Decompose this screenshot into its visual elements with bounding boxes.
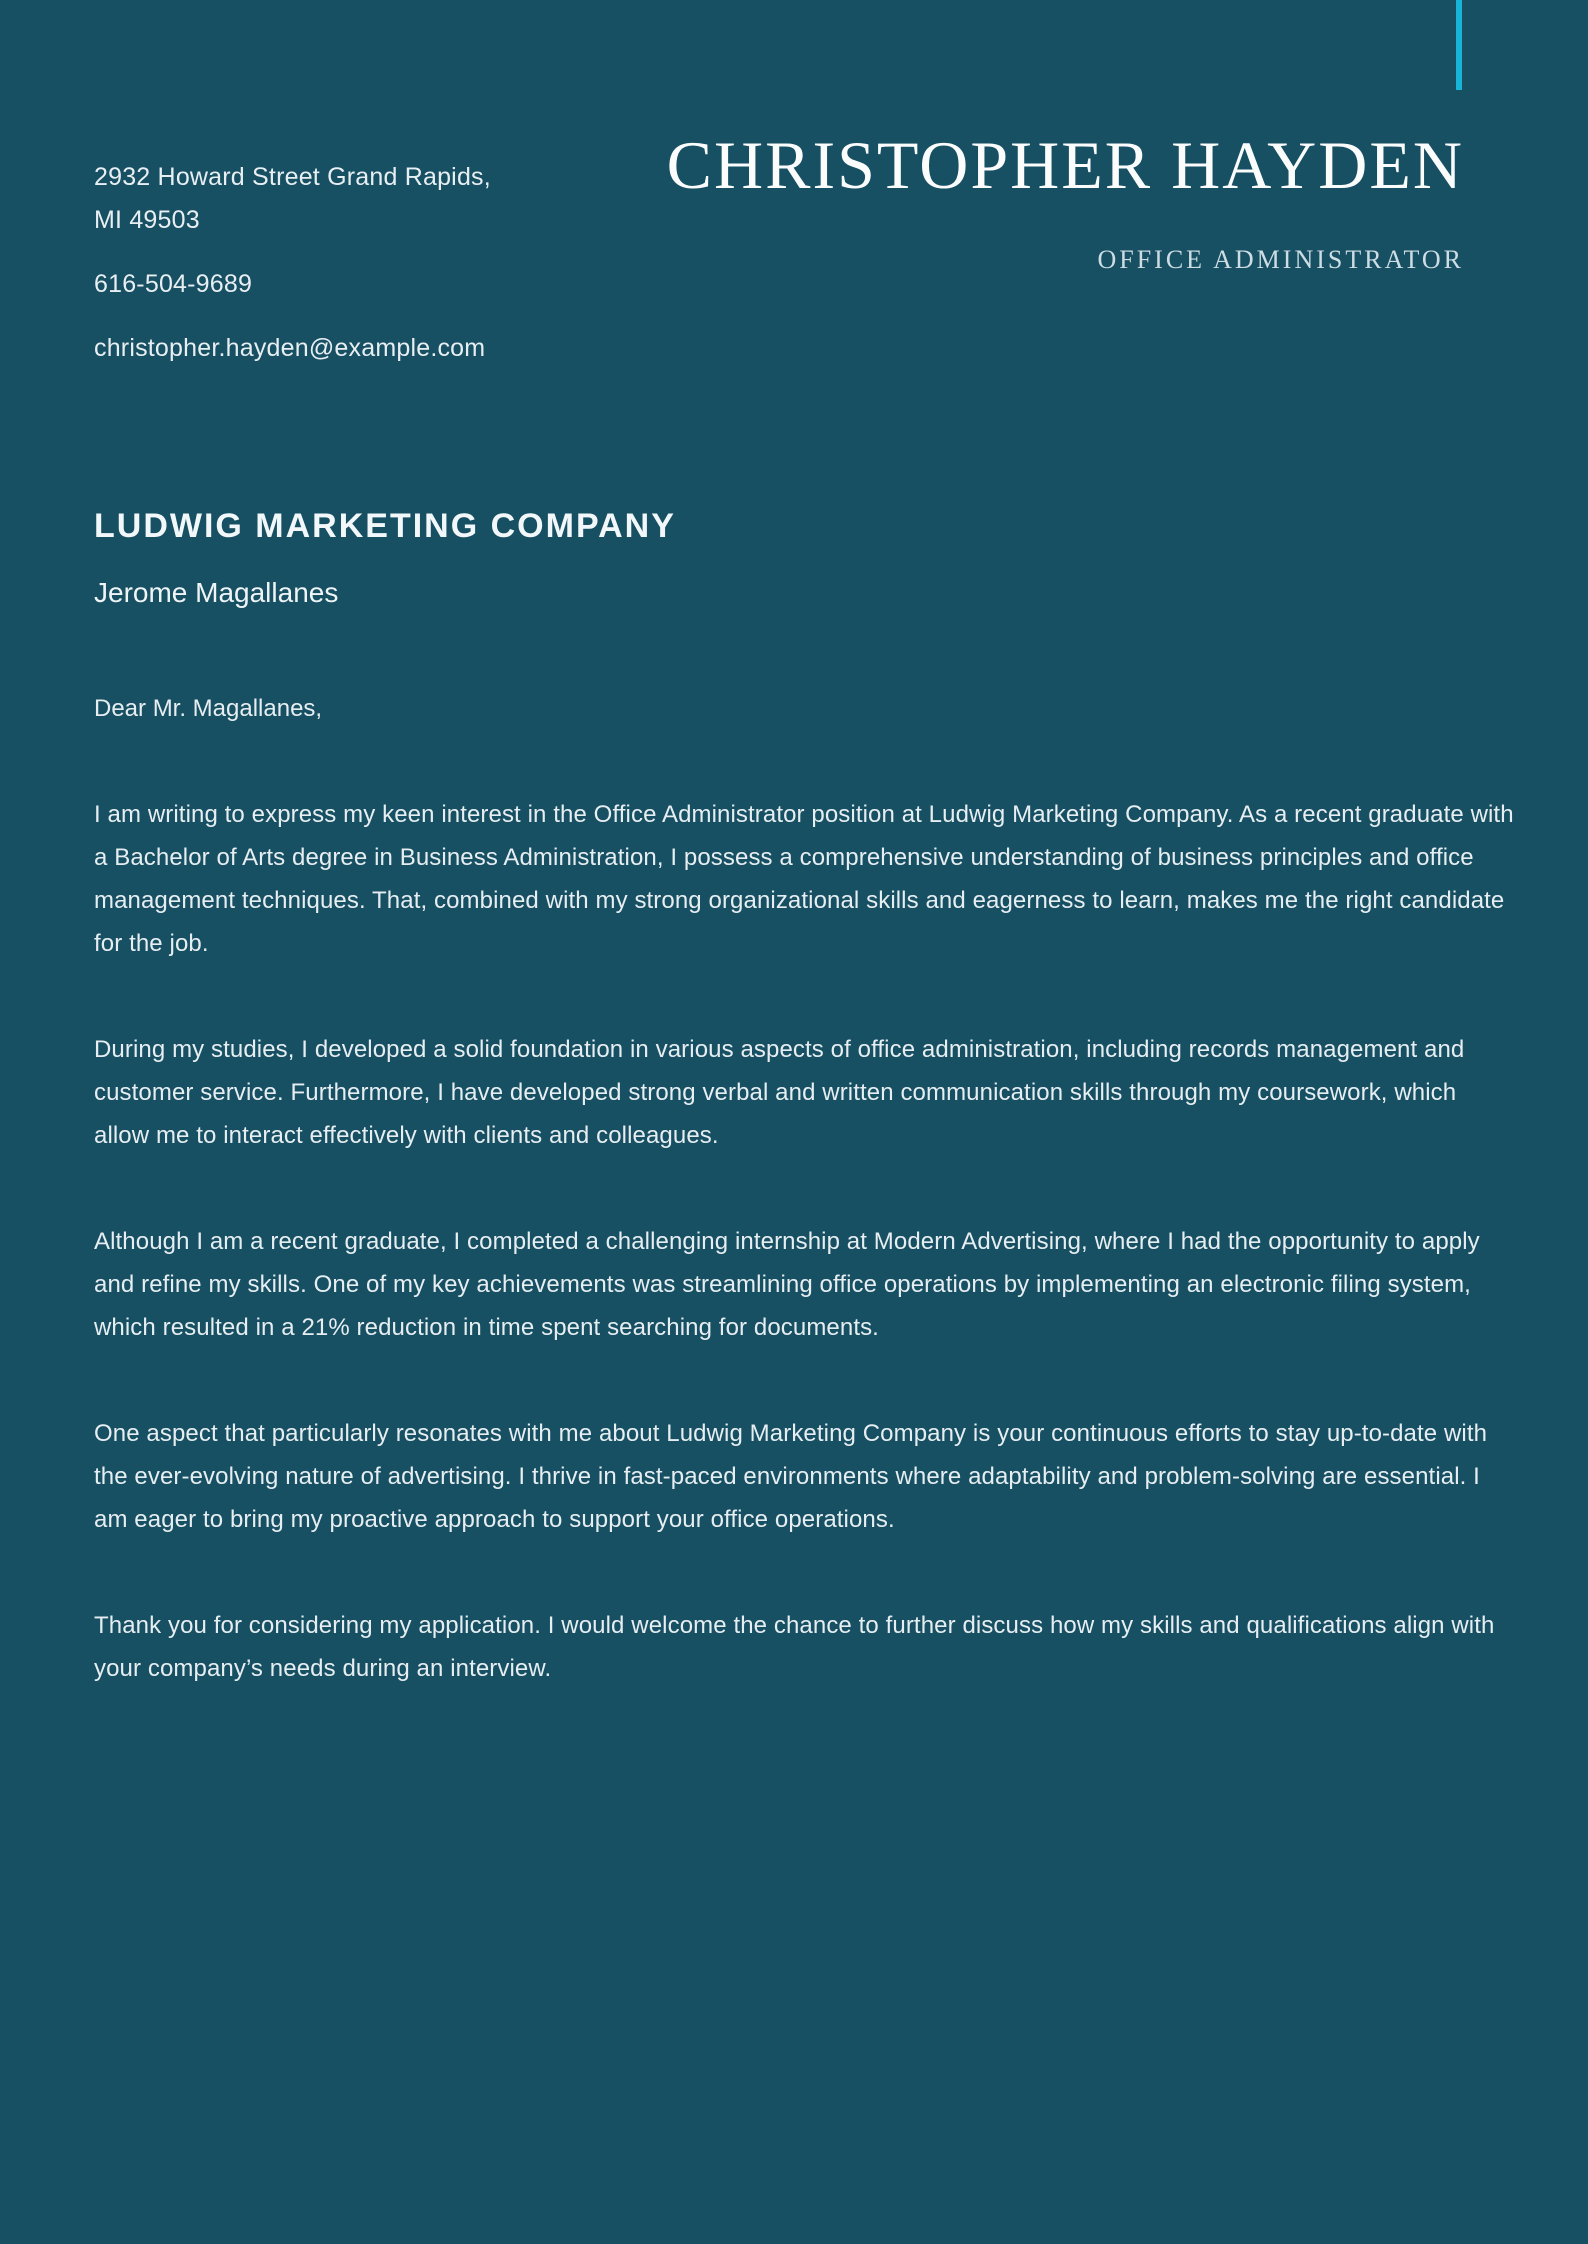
paragraph-1: I am writing to express my keen interest in the Office Administrator position at Ludwig Marketing Company. As a recent graduate with a Bachelor of Arts degree in Business Administration, I possess a comprehensive understanding of business principles and office management techniques. That, combined with my strong organizational skills and eagerness to learn, makes me the right candidate for the job. bbox=[94, 801, 1514, 957]
contact-address bbox=[94, 156, 491, 242]
contact-phone: 616-504-9689 bbox=[94, 270, 253, 298]
name-block bbox=[667, 125, 1464, 275]
contact-email: christopher.hayden@example.com bbox=[94, 334, 486, 362]
contact-block bbox=[94, 156, 491, 391]
paragraph-5: Thank you for considering my application. I would welcome the chance to further discuss how my skills and qualifications align with your company’s needs during an interview. bbox=[94, 1612, 1495, 1682]
paragraph-2: During my studies, I developed a solid foundation in various aspects of office administration, including records management and customer service. Furthermore, I have developed strong verbal and written communication skills through my coursework, which allow me to interact effectively with clients and colleagues. bbox=[94, 1036, 1465, 1149]
address-line-2: MI 49503 bbox=[94, 206, 200, 234]
header-accent-line bbox=[1456, 0, 1462, 90]
salutation: Dear Mr. Magallanes, bbox=[94, 695, 323, 722]
letter-body bbox=[94, 508, 1514, 1690]
applicant-name: CHRISTOPHER HAYDEN bbox=[666, 127, 1464, 203]
address-line-1: 2932 Howard Street Grand Rapids, bbox=[94, 163, 491, 191]
recipient-name: Jerome Magallanes bbox=[94, 577, 339, 608]
company-name: LUDWIG MARKETING COMPANY bbox=[94, 507, 676, 545]
paragraph-4: One aspect that particularly resonates with me about Ludwig Marketing Company is your continuous efforts to stay up-to-date with the ever-evolving nature of advertising. I thrive in fast-paced environments where adaptability and problem-solving are essential. I am eager to bring my proactive approach to support your office operations. bbox=[94, 1420, 1488, 1533]
paragraph-3: Although I am a recent graduate, I completed a challenging internship at Modern Advertising, where I had the opportunity to apply and refine my skills. One of my key achievements was streamlining office operations by implementing an electronic filing system, which resulted in a 21% reduction in time spent searching for documents. bbox=[94, 1228, 1480, 1341]
job-title: OFFICE ADMINISTRATOR bbox=[1097, 245, 1464, 274]
